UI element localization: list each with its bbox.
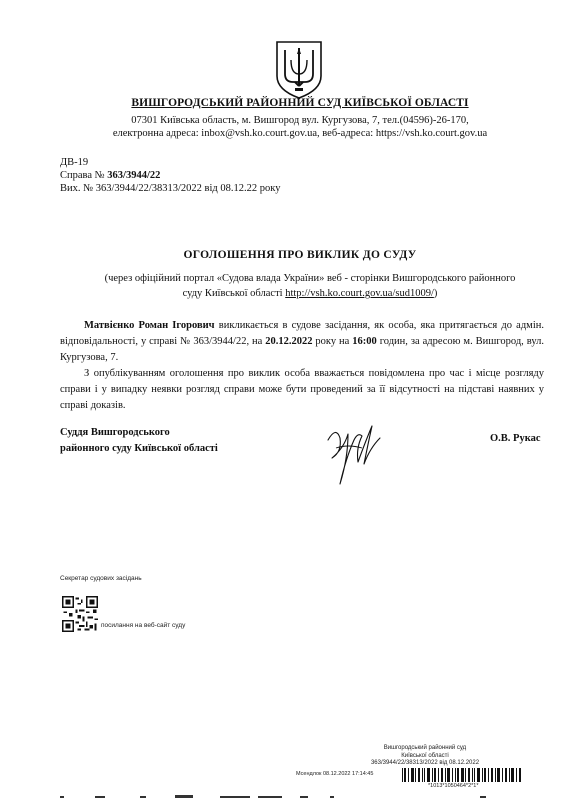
subtitle-prefix: суду Київської області [182,288,286,299]
notice-paragraph-1 [60,318,544,366]
paragraph-1-text-c: годин, за адресою м. Вишгород, вул. Кургузова, 7. [60,336,544,363]
judge-title-line-2: районного суду Київської області [60,443,218,454]
stamp-reference: 363/3944/22/38313/2022 від 08.12.2022 [370,760,480,766]
judge-name: О.В. Рукас [490,433,541,444]
notice-paragraph-2: З опублікуванням оголошення про виклик особа вважається повідомлена про час і місце розгляду справи і у випадку неявки розгляд справи може бути проведений за її відсутності на підставі наявних у справі доказів. [60,368,544,411]
scan-edge-decoration [0,793,570,800]
hearing-date: 20.12.2022 [265,336,313,347]
qr-code-icon[interactable] [62,596,98,632]
stamp-region: Київської області [401,752,449,759]
secretary-label: Секретар судових засідань [60,575,142,582]
qr-caption: посилання на веб-сайт суду [101,622,186,629]
subtitle-suffix: ) [433,288,438,299]
case-number: 363/3944/22 [107,170,161,181]
case-reference [60,169,160,182]
outgoing-number: Вих. № 363/3944/22/38313/2022 від 08.12.22 року [60,183,281,194]
stamp-printed: Мсендлок 08.12.2022 17:14:45 [296,771,374,777]
court-contacts: електронна адреса: inbox@vsh.ko.court.gov.ua, веб-адреса: https://vsh.ko.court.gov.ua [112,128,488,139]
court-site-link[interactable]: http://vsh.ko.court.gov.ua/sud1009/ [285,288,434,299]
barcode-icon [402,768,522,782]
notice-subtitle [80,271,540,301]
judge-title-line-1: Суддя Вишгородського [60,427,170,438]
handwritten-signature [318,418,388,488]
stamp-court: Вишгородський районний суд [383,745,467,751]
hearing-time: 16:00 [352,336,377,347]
court-name: ВИШГОРОДСЬКИЙ РАЙОННИЙ СУД КИЇВСЬКОЇ ОБЛАСТІ [131,97,469,109]
barcode-text: *1013*1050464*2*1* [428,783,479,789]
person-name: Матвієнко Роман Ігорович [84,320,215,331]
subtitle-line-2 [80,286,540,301]
judge-title [60,425,218,457]
paragraph-1-text-a: викликається в судове засідання, як особа, яка притягається до адмін. відповідальності, у справі № 363/3944/22, на [60,320,544,347]
coat-of-arms-icon [271,40,327,100]
notice-title: ОГОЛОШЕННЯ ПРО ВИКЛИК ДО СУДУ [183,249,417,261]
paragraph-1-text-b: року на [312,336,353,347]
court-address: 07301 Київська область, м. Вишгород вул. Кургузова, 7, тел.(04596)-26-170, [131,115,469,126]
case-label: Справа № [60,170,108,181]
registration-stamp [300,745,550,768]
subtitle-line-1: (через офіційний портал «Судова влада України» веб - сторінки Вишгородського районного [104,273,516,284]
form-code: ДВ-19 [60,157,89,168]
